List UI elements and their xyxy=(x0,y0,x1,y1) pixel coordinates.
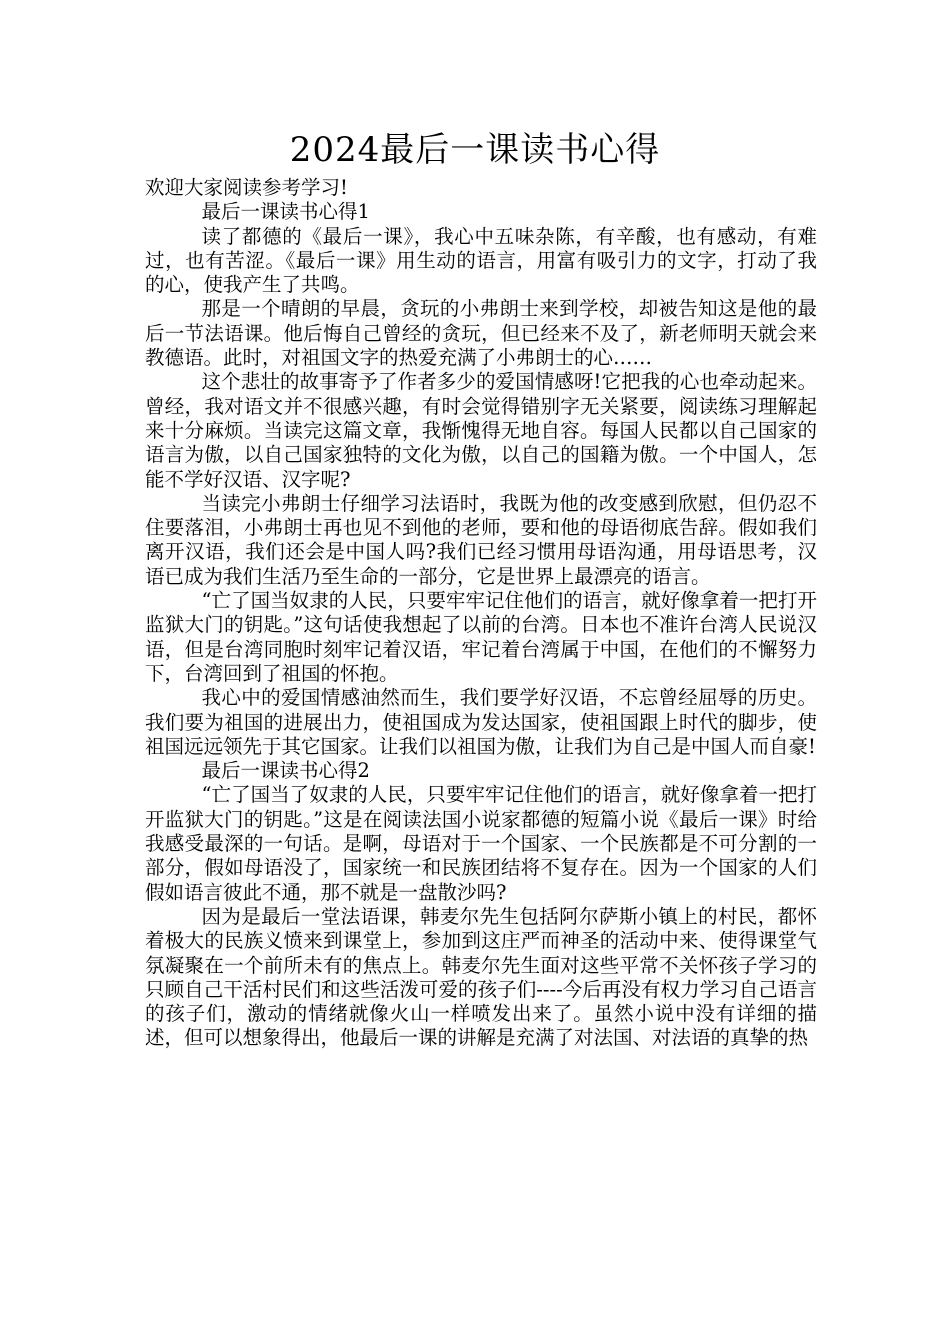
document-body xyxy=(145,176,817,1051)
section-2-heading: 最后一课读书心得2 xyxy=(201,759,370,783)
paragraph: 我心中的爱国情感油然而生，我们要学好汉语，不忘曾经屈辱的历史。我们要为祖国的进展出力，使祖国成为发达国家，使祖国跟上时代的脚步，使祖国远远领先于其它国家。让我们以祖国为傲，让我们为自己是中国人而自豪! xyxy=(145,686,817,758)
paragraph: “亡了国当奴隶的人民，只要牢牢记住他们的语言，就好像拿着一把打开监狱大门的钥匙。”这句话使我想起了以前的台湾。日本也不准许台湾人民说汉语，但是台湾同胞时刻牢记着汉语，牢记着台湾属于中国，在他们的不懈努力下，台湾回到了祖国的怀抱。 xyxy=(145,589,817,685)
paragraph: “亡了国当了奴隶的人民，只要牢牢记住他们的语言，就好像拿着一把打开监狱大门的钥匙。”这是在阅读法国小说家都德的短篇小说《最后一课》时给我感受最深的一句话。是啊，母语对于一个国家、一个民族都是不可分割的一部分，假如母语没了，国家统一和民族团结将不复存在。因为一个国家的人们假如语言彼此不通，那不就是一盘散沙吗? xyxy=(145,783,817,904)
paragraph: 读了都德的《最后一课》，我心中五味杂陈，有辛酸，也有感动，有难过，也有苦涩。《最后一课》用生动的语言，用富有吸引力的文字，打动了我的心，使我产生了共鸣。 xyxy=(145,224,817,297)
paragraph: 当读完小弗朗士仔细学习法语时，我既为他的改变感到欣慰，但仍忍不住要落泪，小弗朗士再也见不到他的老师，要和他的母语彻底告辞。假如我们离开汉语，我们还会是中国人吗?我们已经习惯用母语沟通，用母语思考，汉语已成为我们生活乃至生命的一部分，它是世界上最漂亮的语言。 xyxy=(145,491,817,588)
intro-line: 欢迎大家阅读参考学习! xyxy=(145,176,348,199)
document-title: 2024最后一课读书心得 xyxy=(289,130,661,170)
section-1-heading: 最后一课读书心得1 xyxy=(201,200,370,224)
paragraph: 这个悲壮的故事寄予了作者多少的爱国情感呀!它把我的心也牵动起来。曾经，我对语文并不很感兴趣，有时会觉得错别字无关紧要，阅读练习理解起来十分麻烦。当读完这篇文章，我惭愧得无地自容。每国人民都以自己国家的语言为傲，以自己国家独特的文化为傲，以自己的国籍为傲。一个中国人，怎能不学好汉语、汉字呢? xyxy=(145,370,817,491)
paragraph: 因为是最后一堂法语课，韩麦尔先生包括阿尔萨斯小镇上的村民，都怀着极大的民族义愤来到课堂上，参加到这庄严而神圣的活动中来、使得课堂气氛凝聚在一个前所未有的焦点上。韩麦尔先生面对这些平常不关怀孩子学习的只顾自己干活村民们和这些活泼可爱的孩子们----今后再没有权力学习自己语言的孩子们，激动的情绪就像火山一样喷发出来了。虽然小说中没有详细的描述，但可以想象得出，他最后一课的讲解是充满了对法国、对法语的真挚的热 xyxy=(145,904,817,1050)
paragraph: 那是一个晴朗的早晨，贪玩的小弗朗士来到学校，却被告知这是他的最后一节法语课。他后悔自己曾经的贪玩，但已经来不及了，新老师明天就会来教德语。此时，对祖国文字的热爱充满了小弗朗士的心…… xyxy=(145,297,817,370)
